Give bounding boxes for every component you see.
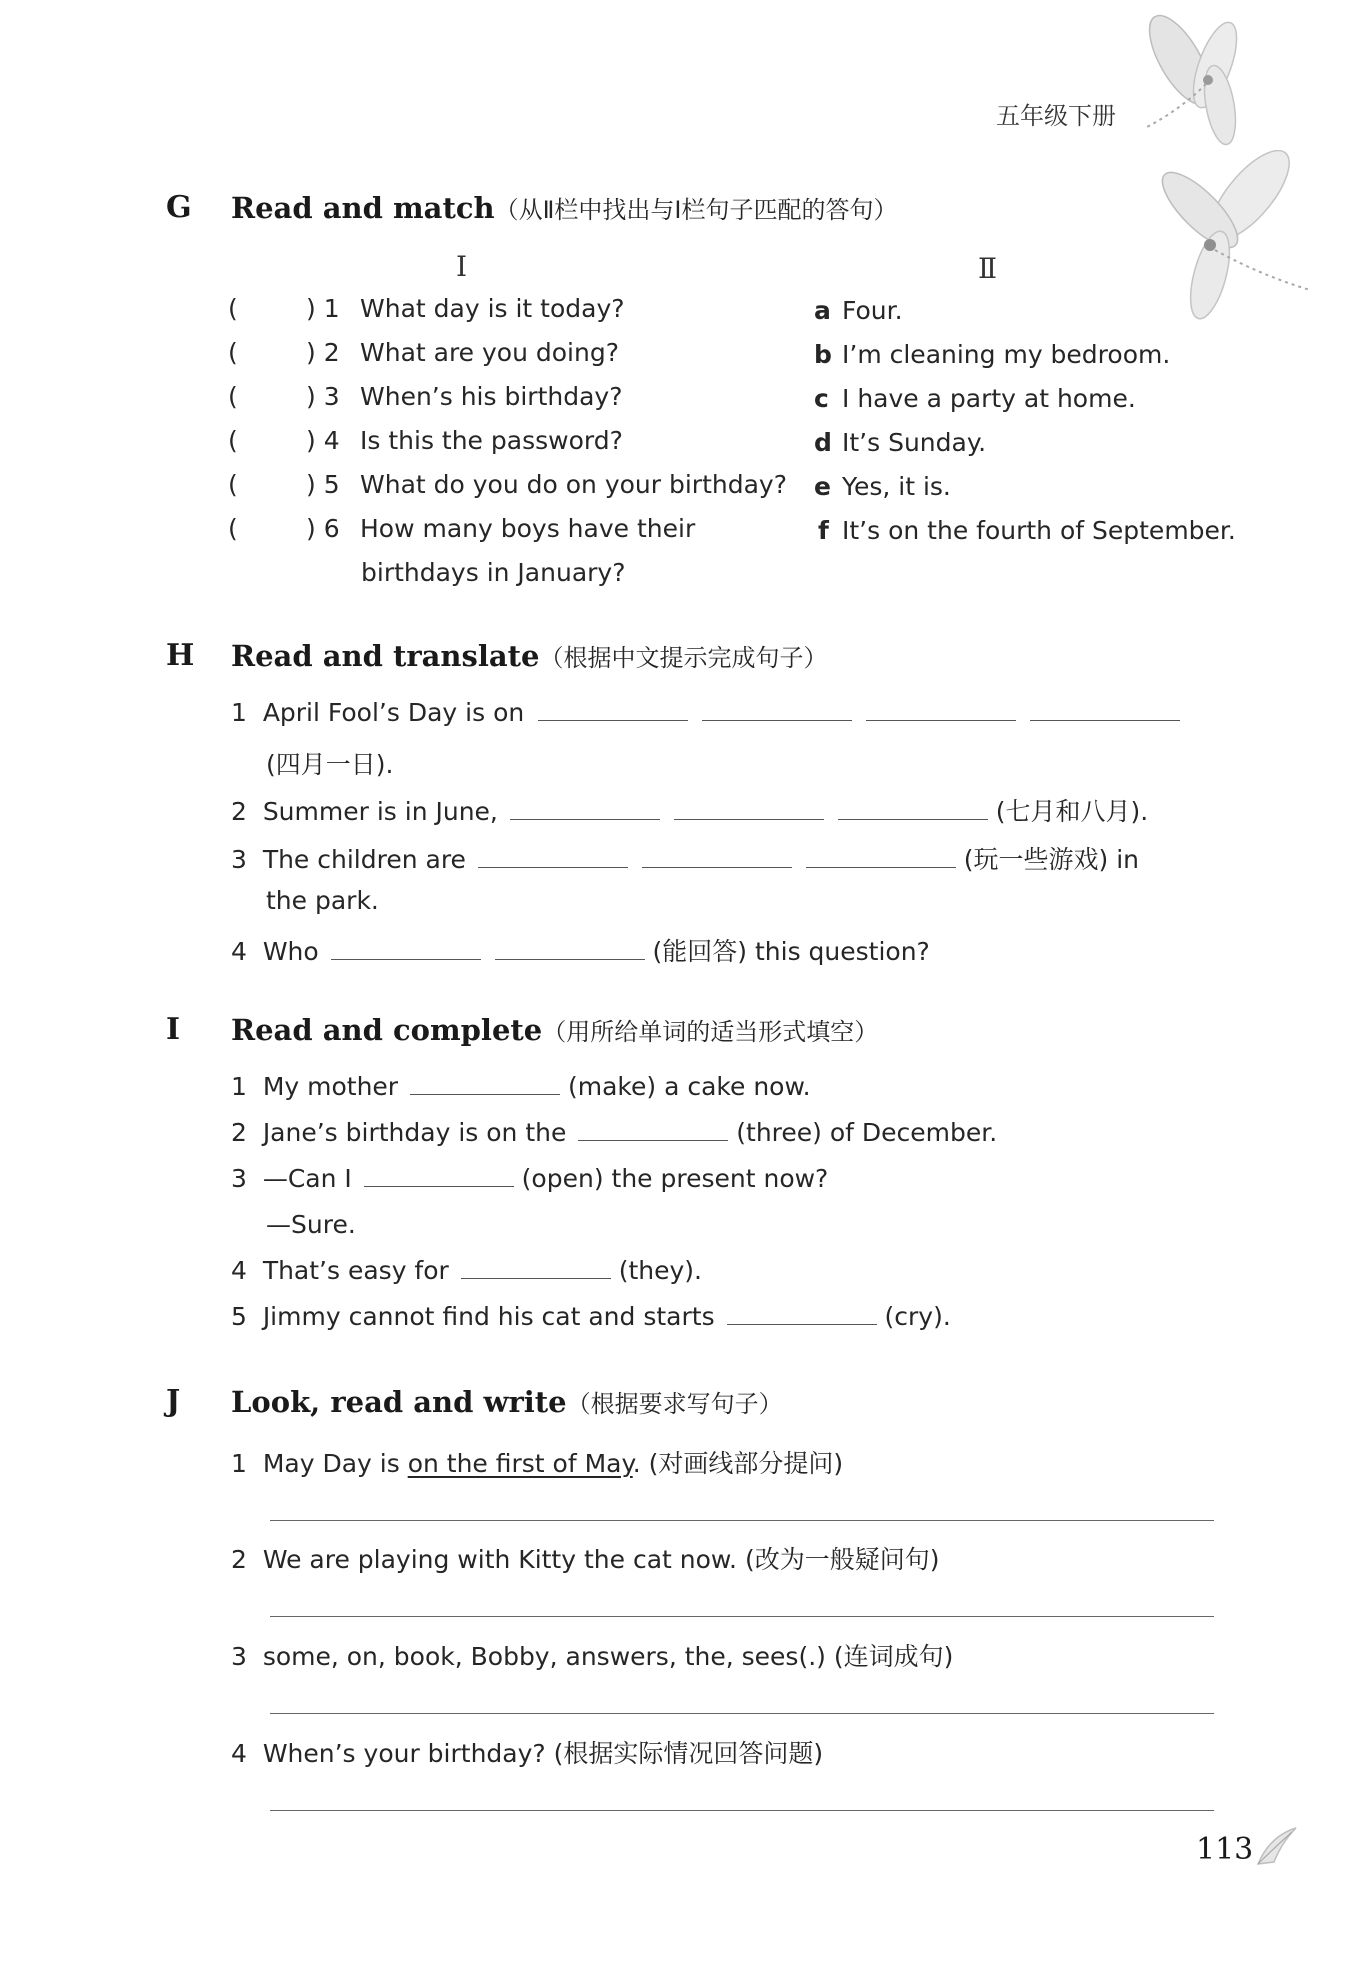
item-text: Summer is in June, <box>262 797 498 826</box>
complete-item-3-continued: —Sure. <box>266 1210 356 1239</box>
item-hint: (they). <box>618 1256 702 1285</box>
translate-item-3 <box>231 840 1139 876</box>
answer-blank[interactable] <box>578 1118 728 1141</box>
grade-label: 五年级下册 <box>996 102 1116 130</box>
section-i-title: Read and complete <box>231 1013 543 1047</box>
answer-d-letter: d <box>814 428 832 457</box>
answer-c-letter: c <box>814 384 829 413</box>
translate-item-2 <box>231 792 1148 828</box>
write-item-4 <box>231 1734 823 1770</box>
question-5-text: What do you do on your birthday? <box>360 470 787 499</box>
dragonfly-decoration-top-icon <box>1120 10 1280 160</box>
item-text: May Day is <box>262 1449 408 1478</box>
section-g-title: Read and match <box>231 191 495 225</box>
answer-blank[interactable] <box>838 797 988 820</box>
question-4-number: ) 4 <box>306 426 340 455</box>
item-text: That’s easy for <box>262 1256 449 1285</box>
answer-blank[interactable] <box>478 845 628 868</box>
section-i-letter: I <box>166 1012 181 1047</box>
item-text: My mother <box>262 1072 399 1101</box>
question-3-open-paren: ( <box>228 382 238 411</box>
leaf-icon <box>1252 1822 1300 1870</box>
answer-b-text: I’m cleaning my bedroom. <box>842 340 1171 369</box>
page-number: 113 <box>1196 1832 1254 1867</box>
item-text: some, on, book, Bobby, answers, the, sees(.) (连词成句) <box>262 1642 954 1671</box>
section-i-heading <box>231 1012 878 1047</box>
answer-blank[interactable] <box>702 698 852 721</box>
question-2-number: ) 2 <box>306 338 340 367</box>
item-text: —Can I <box>262 1164 352 1193</box>
answer-line-4[interactable] <box>270 1810 1214 1811</box>
item-hint: (能回答) this question? <box>652 937 930 966</box>
section-h-subtitle: （根据中文提示完成句子） <box>539 644 828 672</box>
answer-d-text: It’s Sunday. <box>842 428 987 457</box>
question-5-open-paren: ( <box>228 470 238 499</box>
answer-blank[interactable] <box>674 797 824 820</box>
section-h-heading <box>231 638 828 673</box>
item-hint: (make) a cake now. <box>568 1072 811 1101</box>
complete-item-2 <box>231 1118 997 1147</box>
answer-a-text: Four. <box>842 296 903 325</box>
section-j-subtitle: （根据要求写句子） <box>566 1390 783 1418</box>
section-j-title: Look, read and write <box>231 1385 567 1419</box>
item-number: 3 <box>231 1164 247 1193</box>
item-text: April Fool’s Day is on <box>262 698 525 727</box>
underlined-phrase: on the first of May <box>407 1449 633 1478</box>
question-1-number: ) 1 <box>306 294 340 323</box>
item-hint: (open) the present now? <box>521 1164 829 1193</box>
dragonfly-decoration-bottom-icon <box>1140 150 1320 330</box>
item-hint: (玩一些游戏) in <box>963 845 1139 874</box>
item-number: 4 <box>231 1256 247 1285</box>
question-2-text: What are you doing? <box>360 338 619 367</box>
item-text: Jimmy cannot find his cat and starts <box>262 1302 715 1331</box>
item-hint: (three) of December. <box>736 1118 998 1147</box>
item-text: Jane’s birthday is on the <box>262 1118 567 1147</box>
item-hint: (cry). <box>884 1302 951 1331</box>
item-number: 5 <box>231 1302 247 1331</box>
translate-item-4 <box>231 932 930 968</box>
section-g-heading <box>231 190 897 225</box>
answer-blank[interactable] <box>642 845 792 868</box>
answer-blank[interactable] <box>538 698 688 721</box>
item-text: When’s your birthday? (根据实际情况回答问题) <box>262 1739 824 1768</box>
item-text: Who <box>262 937 319 966</box>
section-i-subtitle: （用所给单词的适当形式填空） <box>542 1018 879 1046</box>
section-h-title: Read and translate <box>231 639 540 673</box>
column-1-header: Ⅰ <box>456 250 468 283</box>
question-3-number: ) 3 <box>306 382 340 411</box>
question-4-open-paren: ( <box>228 426 238 455</box>
item-number: 1 <box>231 1449 247 1478</box>
answer-c-text: I have a party at home. <box>842 384 1136 413</box>
item-number: 4 <box>231 1739 247 1768</box>
translate-item-3-continued: the park. <box>266 886 379 915</box>
section-g-subtitle: （从Ⅱ栏中找出与Ⅰ栏句子匹配的答句） <box>494 196 898 224</box>
item-text: The children are <box>262 845 466 874</box>
answer-blank[interactable] <box>806 845 956 868</box>
question-3-text: When’s his birthday? <box>360 382 623 411</box>
answer-blank[interactable] <box>727 1302 877 1325</box>
question-6-open-paren: ( <box>228 514 238 543</box>
question-6-number: ) 6 <box>306 514 340 543</box>
answer-blank[interactable] <box>510 797 660 820</box>
answer-f-text: It’s on the fourth of September. <box>842 516 1236 545</box>
complete-item-3 <box>231 1164 828 1193</box>
answer-line-1[interactable] <box>270 1520 1214 1521</box>
section-g-letter: G <box>166 190 192 225</box>
answer-blank[interactable] <box>364 1164 514 1187</box>
column-2-header: Ⅱ <box>978 252 998 285</box>
answer-blank[interactable] <box>410 1072 560 1095</box>
item-number: 2 <box>231 1545 247 1574</box>
section-j-heading <box>231 1384 783 1419</box>
answer-blank[interactable] <box>866 698 1016 721</box>
complete-item-5 <box>231 1302 951 1331</box>
complete-item-4 <box>231 1256 702 1285</box>
question-1-text: What day is it today? <box>360 294 625 323</box>
question-2-open-paren: ( <box>228 338 238 367</box>
item-number: 2 <box>231 1118 247 1147</box>
question-6-text-continued: birthdays in January? <box>361 558 626 587</box>
answer-b-letter: b <box>814 340 832 369</box>
answer-e-text: Yes, it is. <box>842 472 951 501</box>
translate-item-1 <box>231 698 1180 727</box>
section-j-letter: J <box>166 1384 181 1419</box>
answer-e-letter: e <box>814 472 831 501</box>
answer-a-letter: a <box>814 296 831 325</box>
item-instruction: . (对画线部分提问) <box>632 1449 844 1478</box>
item-text: We are playing with Kitty the cat now. (改为一般疑问句) <box>262 1545 940 1574</box>
question-1-open-paren: ( <box>228 294 238 323</box>
question-4-text: Is this the password? <box>360 426 623 455</box>
answer-line-3[interactable] <box>270 1713 1214 1714</box>
translate-item-1-continued: (四月一日). <box>266 750 394 779</box>
section-h-letter: H <box>166 638 195 673</box>
complete-item-1 <box>231 1072 811 1101</box>
question-6-text: How many boys have their <box>360 514 696 543</box>
item-number: 2 <box>231 797 247 826</box>
question-5-number: ) 5 <box>306 470 340 499</box>
write-item-2 <box>231 1540 939 1576</box>
item-hint: (七月和八月). <box>995 797 1149 826</box>
answer-blank[interactable] <box>495 937 645 960</box>
write-item-1 <box>231 1444 843 1480</box>
item-number: 1 <box>231 698 247 727</box>
answer-blank[interactable] <box>1030 698 1180 721</box>
item-number: 3 <box>231 1642 247 1671</box>
answer-f-letter: f <box>818 516 829 545</box>
answer-blank[interactable] <box>331 937 481 960</box>
write-item-3 <box>231 1637 953 1673</box>
item-number: 4 <box>231 937 247 966</box>
answer-blank[interactable] <box>461 1256 611 1279</box>
item-number: 3 <box>231 845 247 874</box>
item-number: 1 <box>231 1072 247 1101</box>
answer-line-2[interactable] <box>270 1616 1214 1617</box>
